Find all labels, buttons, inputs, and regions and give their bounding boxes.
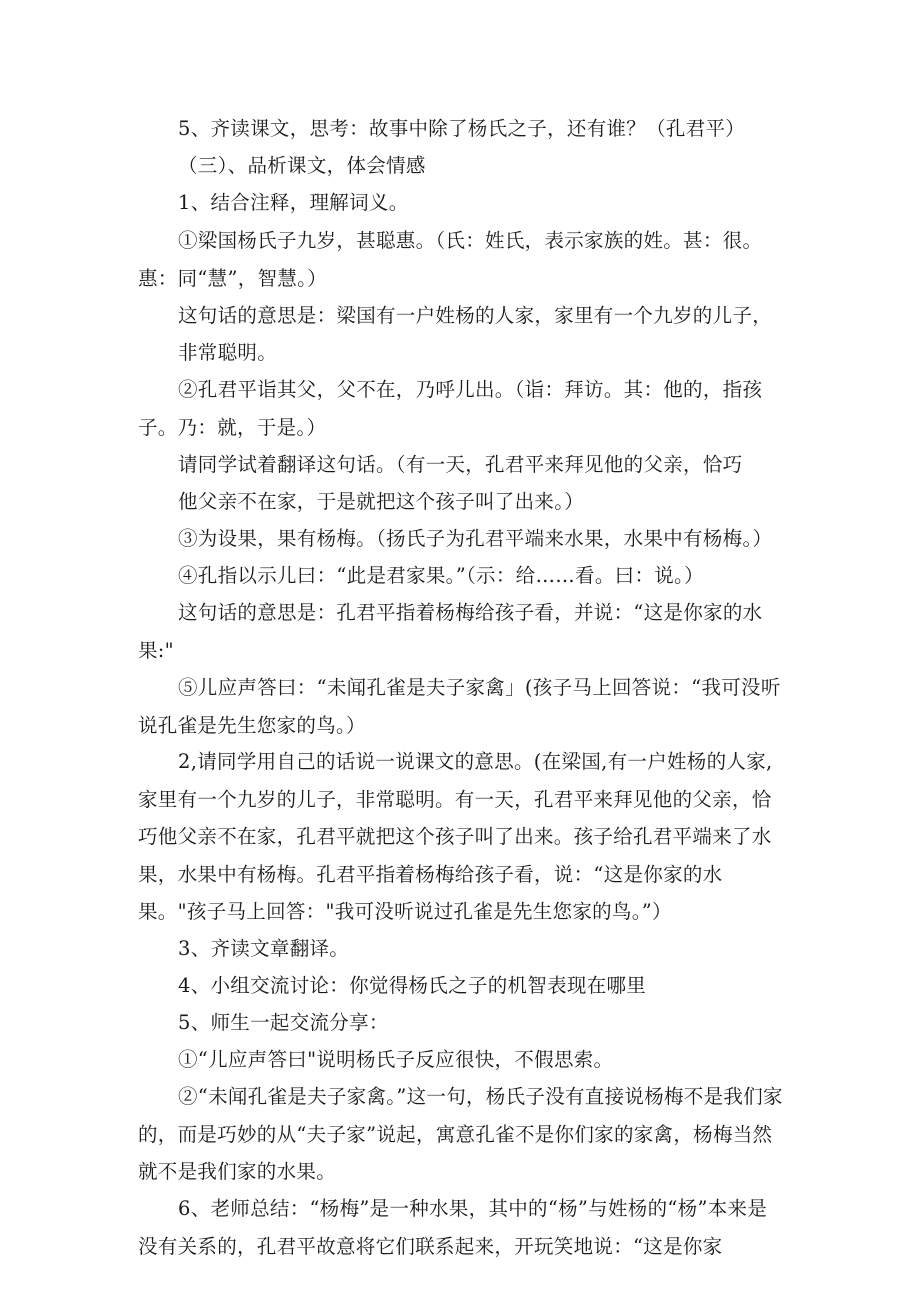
paragraph-sentence-4: ④孔指以示儿曰：“此是君家果。”（示：给……看。曰：说。） [178,564,704,587]
paragraph-translate-2a: 请同学试着翻译这句话。（有一天，孔君平来拜见他的父亲，恰巧 [178,453,743,476]
paragraph-meaning-4: 这句话的意思是：孔君平指着杨梅给孩子看，并说：“这是你家的水果:" [138,601,763,662]
section-heading-3: （三）、品析课文，体会情感 [178,154,426,177]
paragraph-step3-read: 3、齐读文章翻译。 [178,937,350,960]
paragraph-step5-share: 5、师生一起交流分享： [178,1011,389,1034]
paragraph-meaning-1b: 非常聪明。 [178,341,278,364]
paragraph-step6-summary: 6、老师总结：“杨梅”是一种水果，其中的“杨”与姓杨的“杨”本来是没有关系的，孔君平故意将它们联系起来，开玩笑地说：“这是你家 [138,1197,768,1258]
paragraph-share-1: ①“儿应声答曰"说明杨氏子反应很快，不假思索。 [178,1048,614,1071]
paragraph-sentence-1: ①梁国杨氏子九岁，甚聪惠。（氏：姓氏，表示家族的姓。甚：很。惠：同“慧”，智慧。） [138,229,763,290]
paragraph-step1-notes: 1、结合注释，理解词义。 [178,191,409,214]
paragraph-meaning-1a: 这句话的意思是：梁国有一户姓杨的人家，家里有一个九岁的儿子， [178,304,773,327]
paragraph-share-2: ②“未闻孔雀是夫子家禽。”这一句，杨氏子没有直接说杨梅不是我们家的，而是巧妙的从“夫子家”说起，寓意孔雀不是你们家的家禽，杨梅当然就不是我们家的水果。 [138,1085,783,1183]
paragraph-sentence-5: ⑤儿应声答曰：“未闻孔雀是夫子家禽」(孩子马上回答说：“我可没听说孔雀是先生您家的鸟。） [138,676,781,737]
paragraph-step4-discuss: 4、小组交流讨论：你觉得杨氏之子的机智表现在哪里 [178,974,647,997]
paragraph-sentence-3: ③为设果，果有杨梅。（扬氏子为孔君平端来水果，水果中有杨梅。） [178,527,773,550]
paragraph-step2-retell: 2,请同学用自己的话说一说课文的意思。(在梁国,有一户姓杨的人家,家里有一个九岁的儿子，非常聪明。有一天，孔君平来拜见他的父亲，恰巧他父亲不在家，孔君平就把这个孩子叫了出来。孩子给孔君平端来了水果，水果中有杨梅。孔君平指着杨梅给孩子看，说：“这是你家的水果。"孩子马上回答："我可没听说过孔雀是先生您家的鸟。”） [138,750,773,923]
paragraph-sentence-2: ②孔君平诣其父，父不在，乃呼儿出。（诣：拜访。其：他的，指孩子。乃：就，于是。） [138,378,763,439]
paragraph-translate-2b: 他父亲不在家，于是就把这个孩子叫了出来。） [178,490,585,513]
paragraph-step5-read: 5、齐读课文，思考：故事中除了杨氏之子，还有谁？（孔君平） [178,117,746,140]
